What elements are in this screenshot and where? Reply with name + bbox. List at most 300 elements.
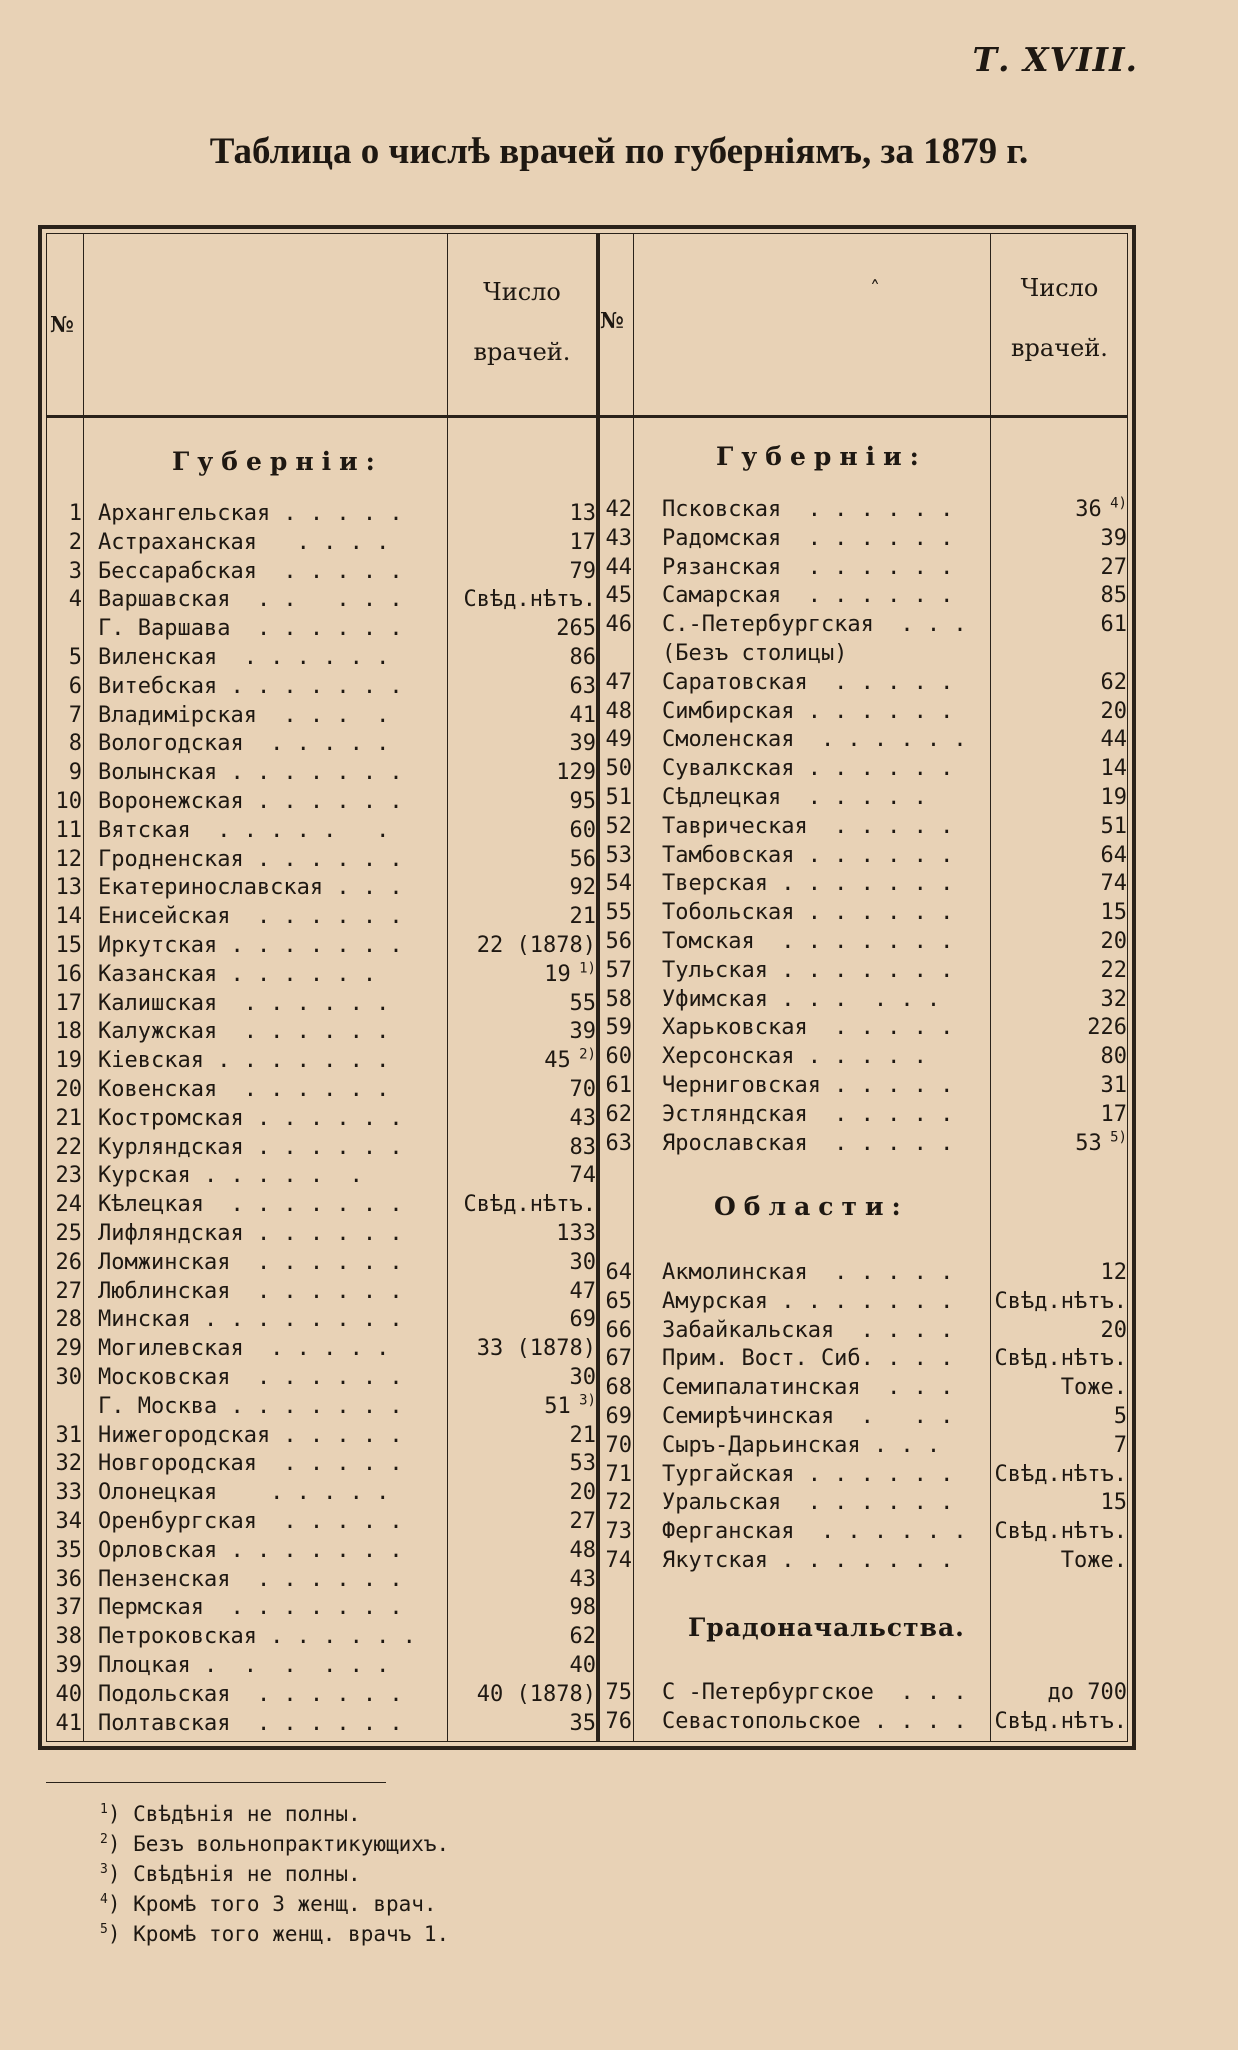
row-name: Волынская . . . . . . . (98, 760, 403, 786)
row-value (991, 1317, 1127, 1345)
row-value (991, 755, 1127, 783)
table-row (0, 755, 1238, 786)
header-count-left-bottom: врачей. (473, 338, 571, 366)
table-row (0, 1191, 1238, 1219)
footnote (100, 1892, 437, 1916)
row-number: 67 (605, 1346, 632, 1372)
header-count-right-bottom: врачей. (1011, 334, 1108, 362)
row-number: 71 (605, 1461, 632, 1487)
row-value-text: 45 (544, 1048, 571, 1074)
row-name: Тургайская . . . . . . (662, 1461, 954, 1487)
row-number: 63 (605, 1130, 632, 1156)
footnote-mark: 1 (100, 1802, 108, 1817)
row-value (991, 525, 1127, 553)
row-name: Полтавская . . . . . . (98, 1710, 403, 1736)
row-value (991, 928, 1127, 956)
row-name: Гродненская . . . . . . (98, 846, 403, 872)
row-name: Симбирская . . . . . . (662, 698, 954, 724)
row-value (991, 554, 1127, 582)
row-name: Калишская . . . . . . (98, 990, 390, 1016)
row-name: Уфимская . . . . . . (662, 986, 941, 1012)
table-row (0, 1594, 1238, 1622)
row-name: Лифляндская . . . . . . (98, 1221, 403, 1246)
table-row (0, 1317, 1238, 1345)
footnote-ref: 4) (1101, 495, 1127, 512)
row-name: Иркутская . . . . . . . (98, 933, 403, 958)
row-number: 36 (55, 1566, 82, 1592)
row-number: 62 (605, 1101, 632, 1127)
row-value (991, 1259, 1127, 1287)
row-name: Прим. Вост. Сиб. . . . (662, 1346, 954, 1372)
row-number: 30 (55, 1365, 82, 1390)
row-number: 54 (605, 871, 632, 897)
table-row (0, 1708, 1238, 1736)
row-value (991, 1043, 1127, 1071)
row-number: 39 (55, 1653, 82, 1678)
row-value-text: 27 (569, 1509, 596, 1534)
table-row (0, 1432, 1238, 1460)
footnote-text: ) Безъ вольнопрактикующихъ. (107, 1832, 450, 1856)
table-row (0, 1043, 1238, 1074)
section-caption-oblasti: Области: (714, 1192, 909, 1221)
row-value-text: 27 (1100, 554, 1127, 580)
row-value-text: 47 (569, 1278, 596, 1304)
row-number: 33 (55, 1480, 82, 1506)
table-row (0, 582, 1238, 613)
table-row (0, 1489, 1238, 1517)
footnote-ref: 3) (570, 1392, 596, 1409)
table-row (0, 640, 1238, 668)
table-row (0, 1374, 1238, 1402)
table-row (0, 784, 1238, 812)
row-name: Сѣдлецкая . . . . . (662, 785, 927, 810)
footnote-mark: 4 (100, 1892, 108, 1907)
row-name: Ломжинская . . . . . . (98, 1249, 403, 1275)
row-value-text: 20 (569, 1480, 596, 1506)
page-title: Таблица о числѣ врачей по губерніямъ, за 1879 г. (209, 131, 1029, 172)
row-value-text: 62 (569, 1624, 596, 1650)
footnote (100, 1832, 449, 1856)
row-value-text: 53 (569, 1451, 596, 1477)
row-value (448, 1623, 596, 1651)
table-row (0, 813, 1238, 841)
row-name: Курская . . . . . . (98, 1163, 363, 1189)
row-name: Томская . . . . . . . (662, 929, 954, 954)
row-value-text: 226 (1087, 1015, 1127, 1041)
row-number: 44 (605, 554, 632, 580)
row-number: 46 (605, 612, 632, 638)
row-number: 48 (605, 698, 632, 724)
row-value-text: 22 (1878) (476, 933, 596, 958)
row-name: Витебская . . . . . . . (98, 673, 403, 699)
table-row (0, 1547, 1238, 1575)
row-value-text: 12 (1100, 1260, 1127, 1285)
row-value-text: 83 (569, 1134, 596, 1160)
row-value (991, 842, 1127, 870)
row-value (448, 1220, 596, 1248)
row-name: Калужская . . . . . . (98, 1019, 390, 1045)
row-name: Рязанская . . . . . . (662, 554, 954, 580)
row-name: Новгородская . . . . . (98, 1451, 403, 1477)
row-number: 20 (55, 1077, 82, 1102)
row-name: Смоленская . . . . . . (662, 727, 967, 753)
row-name: Вологодская . . . . . (98, 731, 390, 757)
row-value (991, 1101, 1127, 1129)
table-row (0, 1288, 1238, 1316)
row-value-text: 19 (544, 961, 571, 987)
row-name: Акмолинская . . . . . (662, 1260, 954, 1285)
row-name: Тульская . . . . . . . (662, 957, 954, 983)
row-number: 2 (68, 529, 82, 555)
row-name: Саратовская . . . . . (662, 669, 954, 695)
row-value (991, 1489, 1127, 1517)
header-num-right: № (600, 308, 624, 334)
row-value-text: 21 (569, 904, 596, 930)
row-name: Ярославская . . . . . (662, 1130, 954, 1156)
footnote-text: ) Свѣдѣнія не полны. (107, 1862, 361, 1886)
row-value-text: Свѣд.нѣтъ. (463, 587, 596, 613)
row-number: 8 (68, 731, 82, 757)
row-value (448, 1652, 596, 1680)
row-name: С.-Петербургская . . . (662, 612, 967, 638)
row-number: 9 (68, 760, 82, 786)
table-row (0, 1162, 1238, 1190)
row-number: 37 (55, 1595, 82, 1621)
row-value-text: 48 (569, 1537, 596, 1563)
table-row (0, 842, 1238, 870)
row-name: Сувалкская . . . . . . (662, 756, 954, 782)
row-value (991, 1345, 1127, 1373)
row-name: Ферганская . . . . . . (662, 1519, 967, 1545)
row-number: 5 (68, 645, 82, 670)
row-value-text: 43 (569, 1105, 596, 1131)
row-number: 66 (605, 1317, 632, 1343)
row-number: 57 (605, 957, 632, 983)
row-name: Амурская . . . . . . . (662, 1288, 954, 1314)
row-name: Эстляндская . . . . . (662, 1101, 954, 1127)
row-value-text: 56 (569, 846, 596, 872)
row-value (991, 1288, 1127, 1316)
row-number: 15 (55, 933, 82, 958)
row-number: 14 (55, 904, 82, 930)
table-row (0, 1072, 1238, 1100)
row-name: (Безъ столицы) (662, 641, 848, 666)
table-row (0, 1461, 1238, 1489)
row-value-text: 20 (1100, 1317, 1127, 1343)
row-value-text: Свѣд.нѣтъ. (994, 1346, 1127, 1372)
row-number: 23 (55, 1163, 82, 1189)
row-value (991, 1130, 1127, 1158)
row-value-text: Свѣд.нѣтъ. (994, 1461, 1127, 1487)
row-value-text: 21 (569, 1422, 596, 1448)
row-value (991, 1403, 1127, 1431)
row-name: Г. Варшава . . . . . . (98, 616, 403, 642)
row-number: 55 (605, 900, 632, 926)
row-value (991, 698, 1127, 726)
row-name: Архангельская . . . . . (98, 501, 403, 526)
row-value-text: 51 (544, 1393, 571, 1419)
footnote-mark: 5 (100, 1922, 108, 1937)
row-value-text: 35 (569, 1710, 596, 1736)
row-value-text: 53 (1075, 1130, 1102, 1156)
row-number: 47 (605, 669, 632, 695)
row-value (991, 1432, 1127, 1460)
row-number: 70 (605, 1432, 632, 1458)
row-value-text: 7 (1113, 1432, 1127, 1458)
row-value-text: 19 (1100, 785, 1127, 810)
row-value-text: 5 (1113, 1404, 1127, 1429)
row-name: Бессарабская . . . . . (98, 558, 403, 584)
row-value (991, 1547, 1127, 1575)
row-name: Таврическая . . . . . (662, 813, 954, 839)
row-number: 61 (605, 1073, 632, 1098)
table-row (0, 1652, 1238, 1680)
row-value-text: 79 (569, 558, 596, 584)
row-name: Петроковская . . . . . . (98, 1624, 416, 1650)
section-caption-gradonachalstva: Градоначальства. (688, 1613, 965, 1642)
footnote-text: ) Кромѣ того женщ. врачъ 1. (107, 1922, 450, 1946)
row-value-text: 20 (1100, 698, 1127, 724)
row-value-text: 129 (556, 760, 596, 786)
row-value (991, 496, 1127, 524)
table-row (0, 1403, 1238, 1431)
row-value-text: 13 (569, 501, 596, 526)
row-name: Якутская . . . . . . . (662, 1548, 954, 1573)
row-value-text: 36 (1075, 497, 1102, 522)
row-value-text: 92 (569, 875, 596, 901)
row-name: С -Петербургское . . . (662, 1680, 967, 1705)
row-value-text: 63 (569, 673, 596, 699)
footnote-ref: 5) (1101, 1129, 1127, 1146)
row-number: 24 (55, 1192, 82, 1218)
row-number: 28 (55, 1307, 82, 1333)
row-name: Екатеринославская . . . (98, 875, 403, 901)
table-row (0, 669, 1238, 697)
row-value-text: 39 (569, 731, 596, 757)
row-number: 65 (605, 1288, 632, 1314)
row-value-text: 95 (569, 789, 596, 814)
row-value-text: 265 (556, 616, 596, 642)
row-value (991, 1461, 1127, 1489)
row-value-text: 41 (569, 702, 596, 728)
row-value-text: 30 (569, 1365, 596, 1390)
row-number: 53 (605, 842, 632, 868)
table-row (0, 1220, 1238, 1248)
row-number: 6 (68, 673, 82, 699)
row-number: 17 (55, 990, 82, 1016)
row-value (991, 1708, 1127, 1736)
row-value-text: 51 (1100, 813, 1127, 839)
row-number: 64 (605, 1260, 632, 1285)
row-value (991, 1518, 1127, 1546)
row-number: 4 (68, 587, 82, 613)
row-value-text: Тоже. (1060, 1375, 1127, 1401)
row-value-text: 86 (569, 645, 596, 670)
row-name: Нижегородская . . . . . (98, 1422, 403, 1448)
table-row (0, 928, 1238, 956)
row-value-text: Свѣд.нѣтъ. (994, 1519, 1127, 1545)
row-name: Псковская . . . . . . (662, 497, 954, 522)
row-value-text: 74 (1100, 871, 1127, 897)
row-value-text: 39 (1100, 525, 1127, 551)
row-number: 51 (605, 785, 632, 810)
row-value (991, 957, 1127, 985)
row-number: 29 (55, 1336, 82, 1362)
row-value (448, 1191, 596, 1219)
row-number: 21 (55, 1105, 82, 1131)
table-row (0, 1518, 1238, 1546)
row-name: Оренбургская . . . . . (98, 1509, 403, 1534)
row-name: Кіевская . . . . . . . (98, 1048, 390, 1074)
row-name: Плоцкая . . . . . . (98, 1653, 390, 1678)
row-number: 59 (605, 1015, 632, 1041)
row-value (991, 669, 1127, 697)
row-value-text: 74 (569, 1163, 596, 1189)
table-row (0, 986, 1238, 1014)
row-name: Тобольская . . . . . . (662, 900, 954, 926)
table-row (0, 1259, 1238, 1287)
row-number: 25 (55, 1221, 82, 1246)
row-value-text: 69 (569, 1307, 596, 1333)
row-number: 32 (55, 1451, 82, 1477)
row-value-text: до 700 (1047, 1680, 1127, 1705)
row-value-text: Свѣд.нѣтъ. (463, 1192, 596, 1218)
header-mark: ˄ (870, 276, 880, 300)
table-row (0, 957, 1238, 985)
footnote-divider (46, 1782, 386, 1783)
row-number: 56 (605, 929, 632, 954)
row-value (991, 986, 1127, 1014)
footnote-text: ) Свѣдѣнія не полны. (107, 1802, 361, 1826)
footnote (100, 1862, 361, 1886)
row-number: 76 (605, 1708, 632, 1734)
row-name: Владимірская . . . . (98, 702, 390, 728)
table-row (0, 726, 1238, 757)
row-name: Люблинская . . . . . . (98, 1278, 403, 1304)
row-number: 41 (55, 1710, 82, 1736)
header-count-right-top: Число (1020, 274, 1099, 302)
row-value (448, 1594, 596, 1622)
row-number: 52 (605, 813, 632, 839)
row-value (991, 611, 1127, 639)
row-name: Ковенская . . . . . . (98, 1077, 390, 1102)
row-value-text: 43 (569, 1566, 596, 1592)
table-row (0, 1679, 1238, 1707)
row-name: Семирѣчинская . . . (662, 1404, 954, 1429)
table-row (0, 1014, 1238, 1045)
row-number: 50 (605, 756, 632, 782)
row-number: 31 (55, 1422, 82, 1448)
row-number: 34 (55, 1509, 82, 1534)
row-number: 49 (605, 727, 632, 753)
row-name: Орловская . . . . . . . (98, 1537, 403, 1563)
row-number: 43 (605, 525, 632, 551)
row-number: 40 (55, 1681, 82, 1707)
row-name: Воронежская . . . . . . (98, 789, 403, 814)
row-value-text: 55 (569, 990, 596, 1016)
row-name: Харьковская . . . . . (662, 1015, 954, 1041)
row-value-text: 64 (1100, 842, 1127, 868)
table-row (0, 1345, 1238, 1373)
row-value-text: Тоже. (1060, 1548, 1127, 1573)
row-value-text: 40 (1878) (476, 1681, 596, 1707)
row-name: Тверская . . . . . . . (662, 871, 954, 897)
row-name: Московская . . . . . . (98, 1365, 403, 1390)
footnote-ref: 2) (570, 1046, 596, 1063)
row-value-text: 15 (1100, 900, 1127, 926)
row-name: Астраханская . . . . (98, 529, 390, 555)
row-value-text: 60 (569, 817, 596, 843)
row-value-text: 33 (1878) (476, 1336, 596, 1362)
row-value-text: 31 (1100, 1073, 1127, 1098)
table-row (0, 1623, 1238, 1651)
section-caption-gubernii-right: Губерніи: (716, 442, 927, 471)
table-row (0, 698, 1238, 726)
row-name: Радомская . . . . . . (662, 525, 954, 551)
row-name: Виленская . . . . . . (98, 645, 390, 670)
row-value-text: 17 (1100, 1101, 1127, 1127)
row-value (991, 813, 1127, 841)
row-number: 38 (55, 1624, 82, 1650)
row-number: 42 (605, 497, 632, 522)
row-name: Костромская . . . . . . (98, 1105, 403, 1131)
row-value (991, 899, 1127, 927)
row-name: Г. Москва . . . . . . . (98, 1393, 403, 1419)
row-value-text: 32 (1100, 986, 1127, 1012)
row-number: 12 (55, 846, 82, 872)
row-number: 69 (605, 1404, 632, 1429)
row-number: 19 (55, 1048, 82, 1074)
row-value-text: Свѣд.нѣтъ. (994, 1708, 1127, 1734)
row-name: Херсонская . . . . . (662, 1044, 927, 1070)
row-number: 58 (605, 986, 632, 1012)
row-number: 35 (55, 1537, 82, 1563)
row-value-text: 61 (1100, 612, 1127, 638)
row-name: Тамбовская . . . . . . (662, 842, 954, 868)
row-value-text: 70 (569, 1077, 596, 1102)
row-value-text: 80 (1100, 1044, 1127, 1070)
row-number: 45 (605, 583, 632, 609)
row-number: 1 (68, 501, 82, 526)
row-value-text: 85 (1100, 583, 1127, 609)
row-number: 26 (55, 1249, 82, 1275)
row-value-text: 30 (569, 1249, 596, 1275)
row-number: 3 (68, 558, 82, 584)
row-value-text: 44 (1100, 727, 1127, 753)
row-name: Сыръ-Дарьинская . . . (662, 1432, 941, 1458)
row-name: Кѣлецкая . . . . . . . (98, 1192, 403, 1218)
row-name: Вятская . . . . . . (98, 817, 390, 843)
row-name: Могилевская . . . . . (98, 1336, 390, 1362)
header-divider (46, 415, 1128, 418)
row-name: Курляндская . . . . . . (98, 1134, 403, 1160)
row-value (991, 1374, 1127, 1402)
row-number: 18 (55, 1019, 82, 1045)
footnote-text: ) Кромѣ того 3 женщ. врач. (107, 1892, 437, 1916)
row-name: Минская . . . . . . . . (98, 1307, 403, 1333)
row-value-text: 22 (1100, 957, 1127, 983)
row-name: Енисейская . . . . . . (98, 904, 403, 930)
table-row (0, 525, 1238, 553)
row-name: Пензенская . . . . . . (98, 1566, 403, 1592)
row-value-text: 20 (1100, 929, 1127, 954)
table-row (0, 870, 1238, 901)
row-value-text: 98 (569, 1595, 596, 1621)
row-value (991, 784, 1127, 812)
row-number: 68 (605, 1375, 632, 1401)
page-number: Т. XVIII. (972, 40, 1138, 79)
row-number: 75 (605, 1680, 632, 1705)
